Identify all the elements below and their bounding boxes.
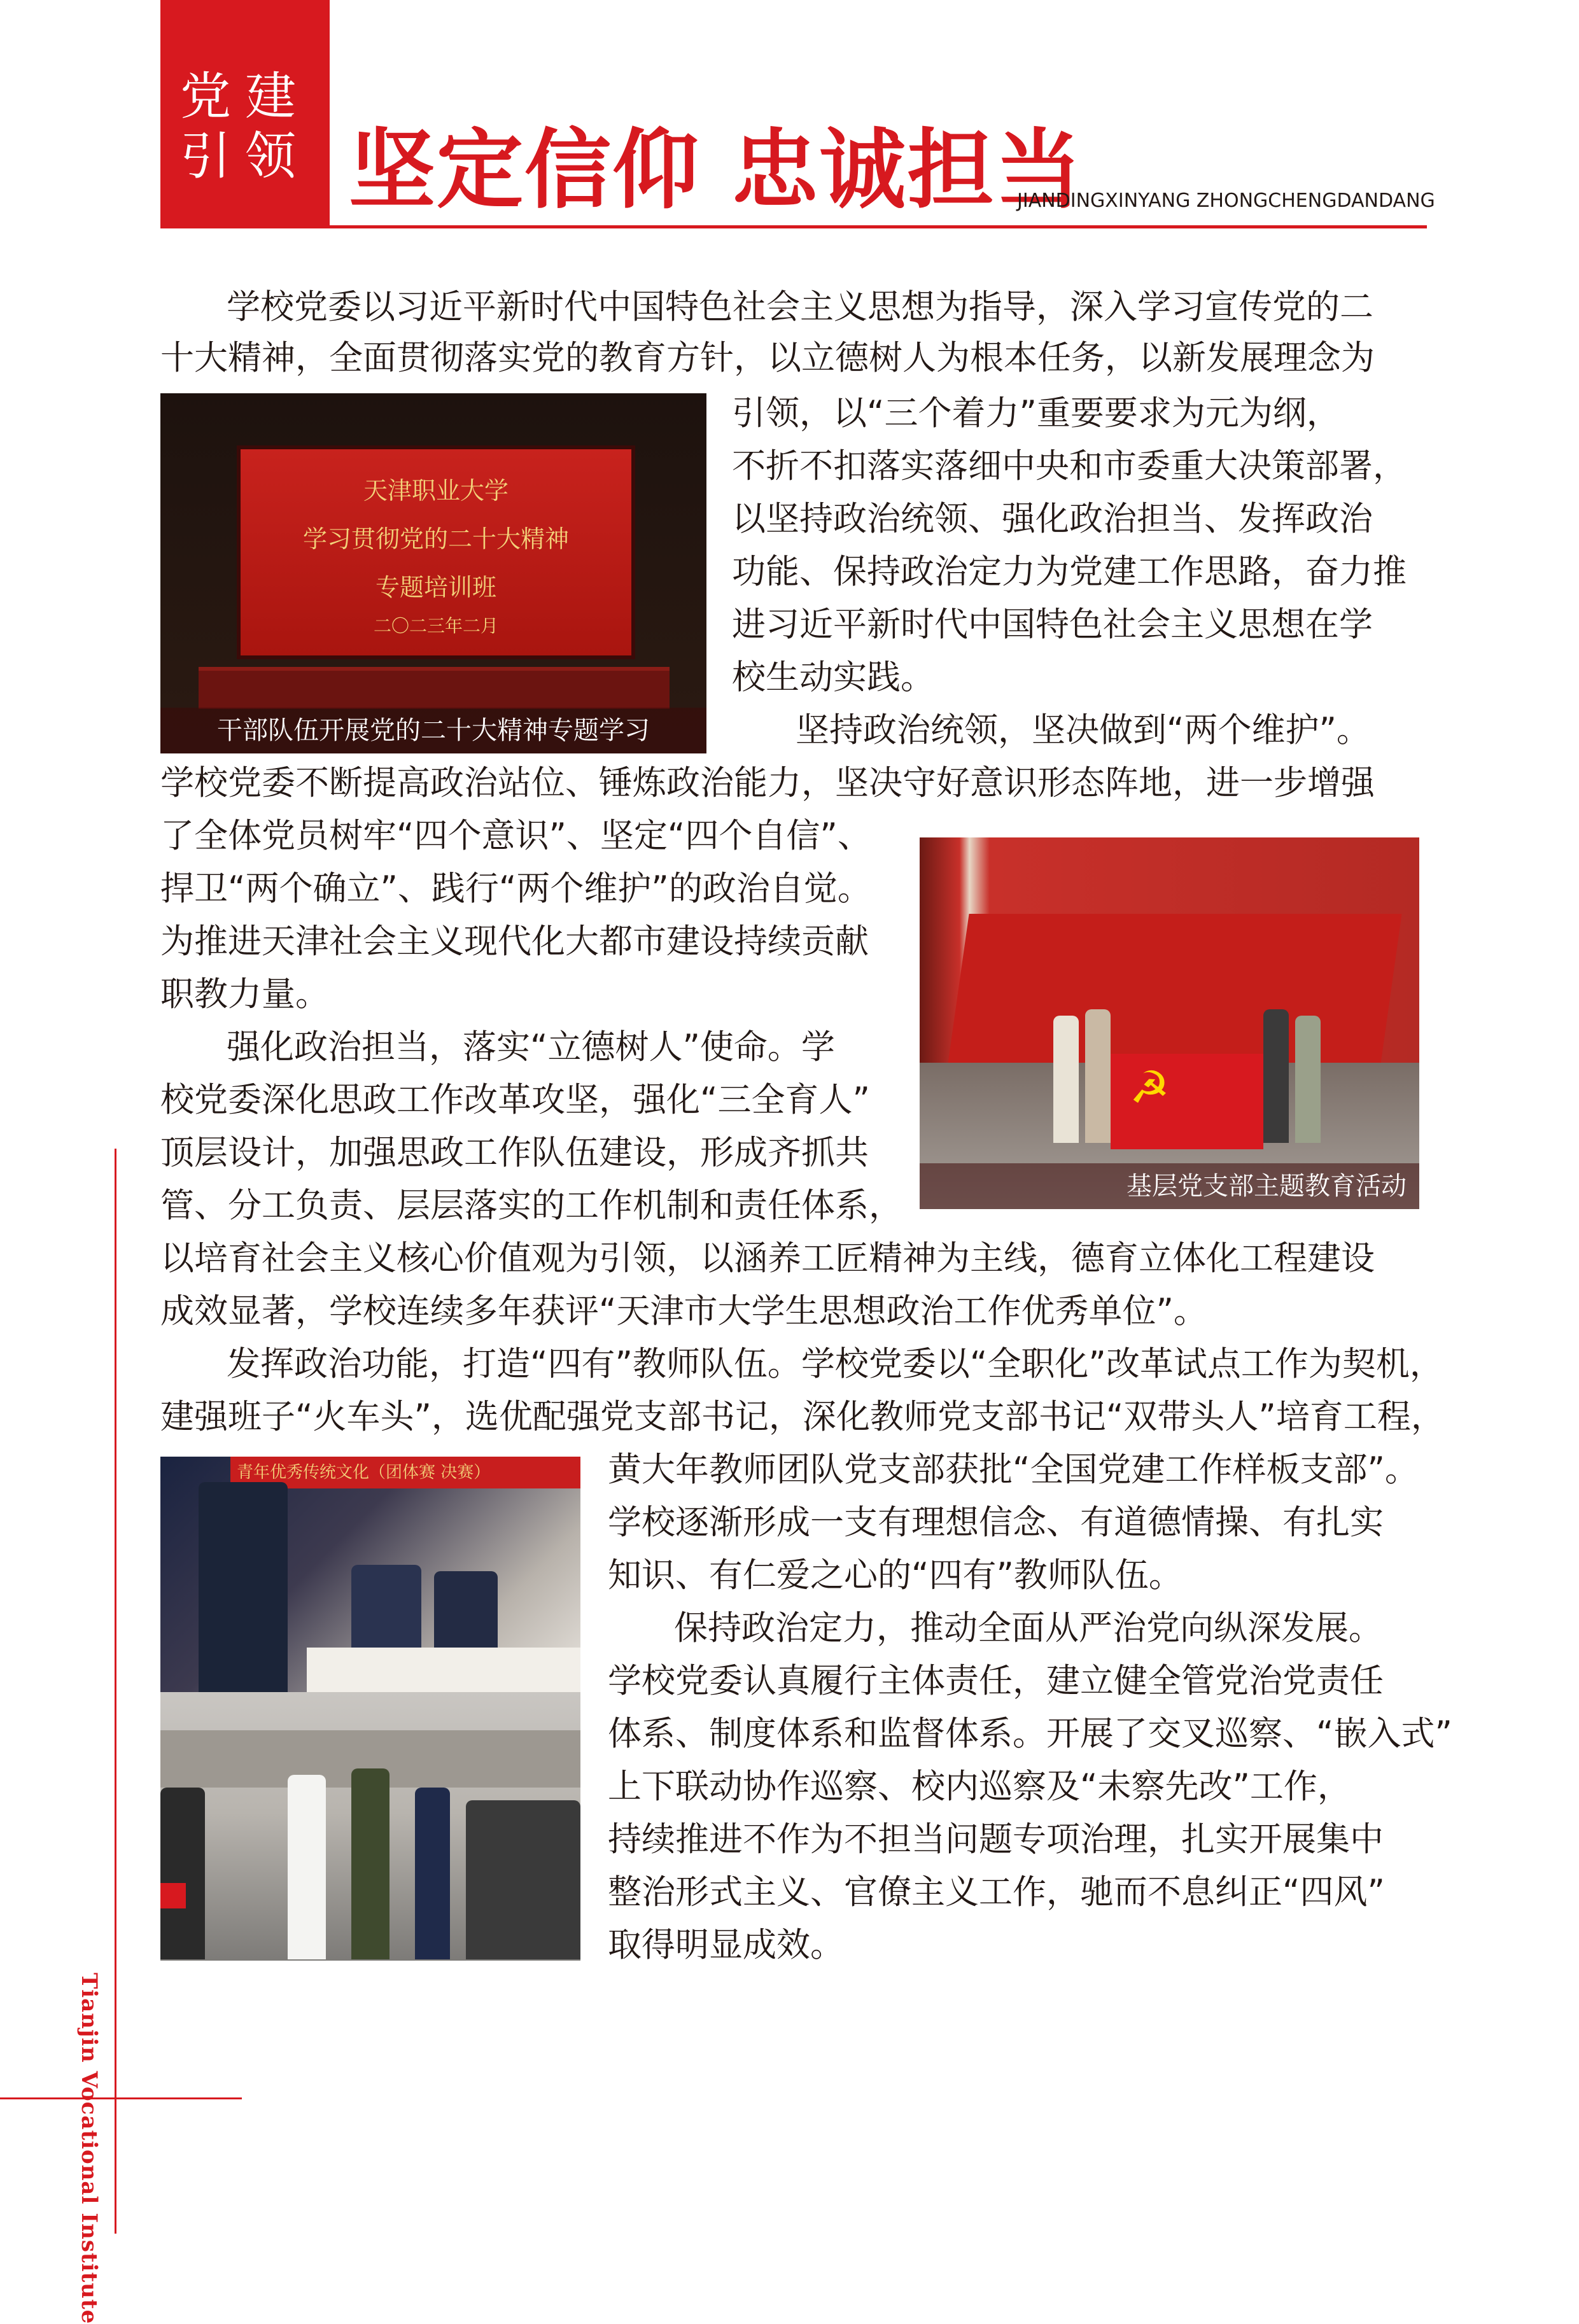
page-subtitle: JIANDINGXINYANG ZHONGCHENGDANDANG [1017,190,1435,212]
text-line: 进习近平新时代中国特色社会主义思想在学 [732,605,1373,644]
photo-flag-guard-parade [160,1692,580,1961]
text-line: 黄大年教师团队党支部获批“全国党建工作样板支部”。 [608,1450,1419,1489]
text-line: 成效显著，学校连续多年获评“天津市大学生思想政治工作优秀单位”。 [160,1292,1207,1331]
text-line: 保持政治定力，推动全面从严治党向纵深发展。 [674,1609,1382,1648]
photo-branch-activity [920,837,1419,1209]
text-line: 发挥政治功能，打造“四有”教师队伍。学校党委以“全职化”改革试点工作为契机， [227,1345,1443,1383]
person-figure [415,1788,450,1959]
photo-calligraphy-contest [160,1457,580,1692]
small-flag [160,1883,186,1908]
header-rule [160,225,1427,228]
person-figure [1053,1016,1079,1143]
text-line: 体系、制度体系和监督体系。开展了交叉巡察、“嵌入式” [608,1714,1452,1753]
text-line: 捍卫“两个确立”、践行“两个维护”的政治自觉。 [160,869,871,908]
photo-caption: 干部队伍开展党的二十大精神专题学习 [160,708,706,753]
photo-caption: 基层党支部主题教育活动 [920,1163,1419,1209]
person-figure [288,1775,326,1959]
text-line: 不折不扣落实落细中央和市委重大决策部署， [732,447,1407,486]
side-horizontal-rule [0,2097,242,2099]
text-line: 功能、保持政治定力为党建工作思路，奋力推 [732,552,1407,591]
text-line: 坚持政治统领，坚决做到“两个维护”。 [796,711,1370,750]
text-line: 学校逐渐形成一支有理想信念、有道德情操、有扎实 [608,1503,1384,1542]
text-line: 校党委深化思政工作改革攻坚，强化“三全育人” [160,1081,870,1119]
text-line: 知识、有仁爱之心的“四有”教师队伍。 [608,1556,1182,1595]
party-flag [1111,1054,1263,1149]
crowd [466,1800,580,1959]
text-line: 整治形式主义、官僚主义工作，驰而不息纠正“四风” [608,1873,1385,1912]
person-figure [351,1768,389,1959]
text-line: 取得明显成效。 [608,1926,844,1964]
text-line: 职教力量。 [160,975,329,1014]
text-line: 十大精神，全面贯彻落实党的教育方针，以立德树人为根本任务，以新发展理念为 [160,339,1375,377]
contest-banner: 青年优秀传统文化（团体赛 决赛） [230,1457,580,1488]
text-line: 了全体党员树牢“四个意识”、坚定“四个自信”、 [160,816,871,855]
stage-screen [241,449,631,655]
text-line: 上下联动协作巡察、校内巡察及“未察先改”工作， [608,1767,1351,1806]
hammer-sickle-icon: ☭ [1130,1061,1170,1114]
screen-line: 天津职业大学 [363,477,509,505]
side-label: Tianjin Vocational Institute [76,1973,102,2324]
text-line: 持续推进不作为不担当问题专项治理，扎实开展集中 [608,1820,1384,1859]
stage-table [199,667,670,709]
text-line: 学校党委认真履行主体责任，建立健全管党治党责任 [608,1662,1384,1700]
text-line: 以坚持政治统领、强化政治担当、发挥政治 [732,500,1373,538]
person-figure [1263,1009,1289,1143]
text-line: 顶层设计，加强思政工作队伍建设，形成齐抓共 [160,1133,869,1172]
text-line: 为推进天津社会主义现代化大都市建设持续贡献 [160,922,869,961]
text-line: 引领，以“三个着力”重要要求为元为纲， [732,394,1340,433]
red-exhibit-wall [946,914,1401,1073]
person-figure [199,1482,288,1692]
person-figure [1085,1009,1111,1143]
text-line: 强化政治担当，落实“立德树人”使命。学 [227,1028,835,1067]
page-title: 坚定信仰 忠诚担当 [349,120,1083,221]
screen-line: 学习贯彻党的二十大精神 [302,525,569,553]
section-badge-line2: 引领 [180,127,310,186]
text-line: 学校党委不断提高政治站位、锤炼政治能力，坚决守好意识形态阵地，进一步增强 [160,764,1375,802]
person-figure [160,1788,205,1959]
side-vertical-rule [115,1149,116,2234]
text-line: 以培育社会主义核心价值观为引领，以涵养工匠精神为主线，德育立体化工程建设 [160,1239,1375,1278]
text-line: 学校党委以习近平新时代中国特色社会主义思想为指导，深入学习宣传党的二 [227,288,1373,326]
text-line: 管、分工负责、层层落实的工作机制和责任体系， [160,1186,902,1225]
paper-table [307,1648,580,1692]
photo-party-training [160,393,706,753]
section-badge-line1: 党建 [180,67,310,126]
text-line: 校生动实践。 [732,658,934,697]
person-figure [1295,1016,1321,1143]
screen-line: 专题培训班 [375,573,496,601]
screen-line: 二〇二三年二月 [373,615,498,636]
section-badge [160,0,330,228]
text-line: 建强班子“火车头”，选优配强党支部书记，深化教师党支部书记“双带头人”培育工程， [160,1397,1445,1436]
